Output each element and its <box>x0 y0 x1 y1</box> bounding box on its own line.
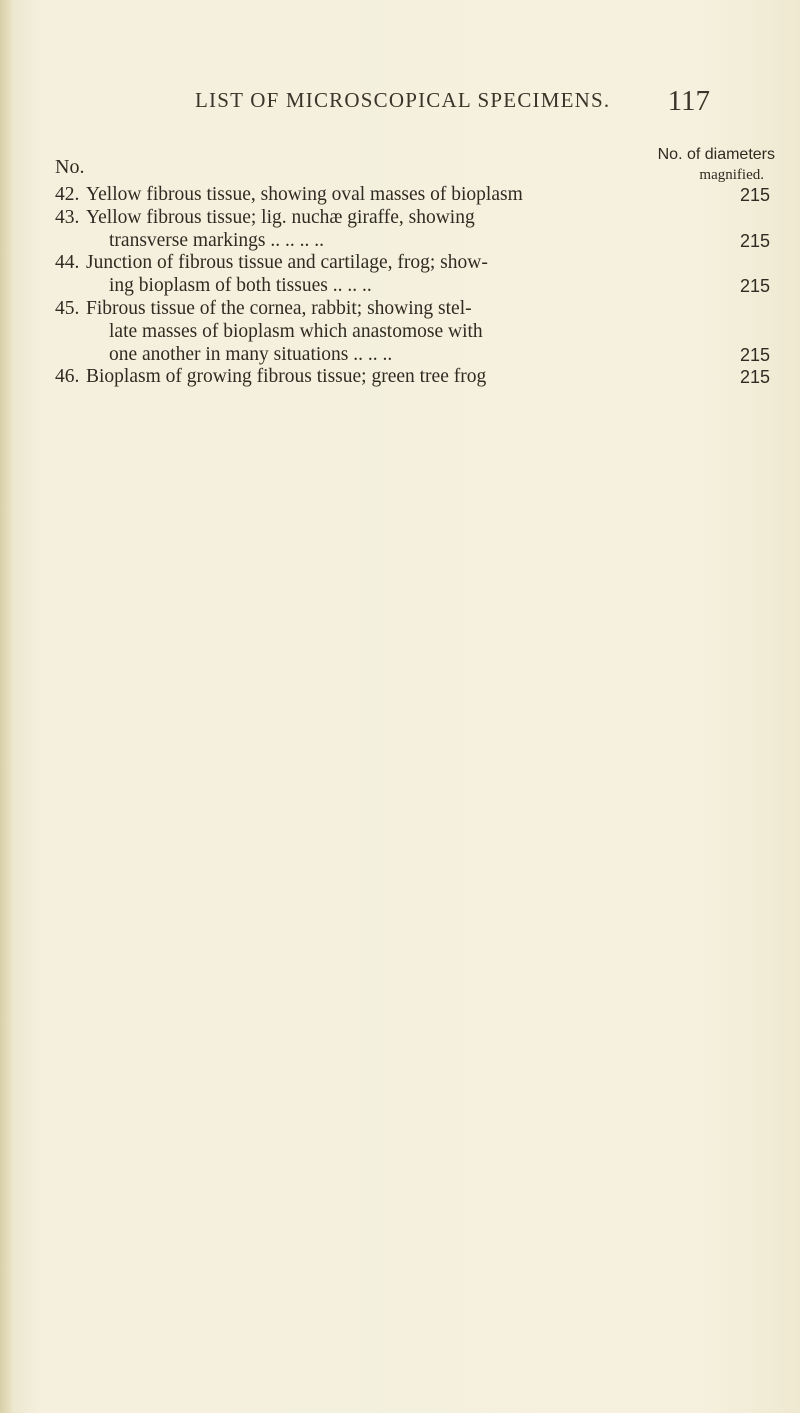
specimen-description <box>86 298 715 366</box>
magnification-value: 215 <box>739 344 770 365</box>
specimen-number: 46. <box>55 366 80 388</box>
running-title: LIST OF MICROSCOPICAL SPECIMENS. <box>195 88 611 112</box>
diameters-label-line1: No. of diameters <box>657 146 775 163</box>
description-line: Fibrous tissue of the cornea, rabbit; showing stel- <box>86 297 472 319</box>
number-column-label: No. <box>55 156 85 178</box>
description-line: Yellow fibrous tissue, showing oval masses of bioplasm <box>86 184 523 205</box>
specimen-number: 42. <box>55 184 80 205</box>
specimen-number: 43. <box>55 206 80 228</box>
diameters-label-line2: magnified. <box>699 167 764 183</box>
specimen-description <box>86 184 715 207</box>
specimen-description <box>86 207 715 253</box>
description-line: Junction of fibrous tissue and cartilage, frog; show- <box>86 252 488 274</box>
description-line: ing bioplasm of both tissues .. .. .. <box>109 275 372 297</box>
page-header <box>195 85 715 124</box>
specimen-number: 44. <box>55 252 80 274</box>
magnification-value: 215 <box>739 185 770 205</box>
magnification-value: 215 <box>739 230 770 251</box>
specimen-description <box>86 252 715 298</box>
diameters-column-label <box>658 145 775 185</box>
list-item <box>55 207 775 253</box>
list-item <box>55 298 775 366</box>
magnification-value: 215 <box>739 276 770 297</box>
specimen-description <box>86 366 715 389</box>
list-item <box>55 252 775 298</box>
list-item <box>55 366 775 389</box>
description-line: Yellow fibrous tissue; lig. nuchæ giraffe, showing <box>86 206 475 228</box>
magnification-value: 215 <box>739 367 770 388</box>
description-line: one another in many situations .. .. .. <box>109 343 393 365</box>
description-line: Bioplasm of growing fibrous tissue; green tree frog <box>86 366 487 388</box>
page-number: 117 <box>667 85 710 117</box>
specimen-number: 45. <box>55 297 80 319</box>
description-line: late masses of bioplasm which anastomose with <box>109 320 483 342</box>
description-line: transverse markings .. .. .. .. <box>109 229 324 251</box>
specimen-list <box>55 184 775 389</box>
page-gutter <box>0 0 12 1413</box>
list-item <box>55 184 775 207</box>
